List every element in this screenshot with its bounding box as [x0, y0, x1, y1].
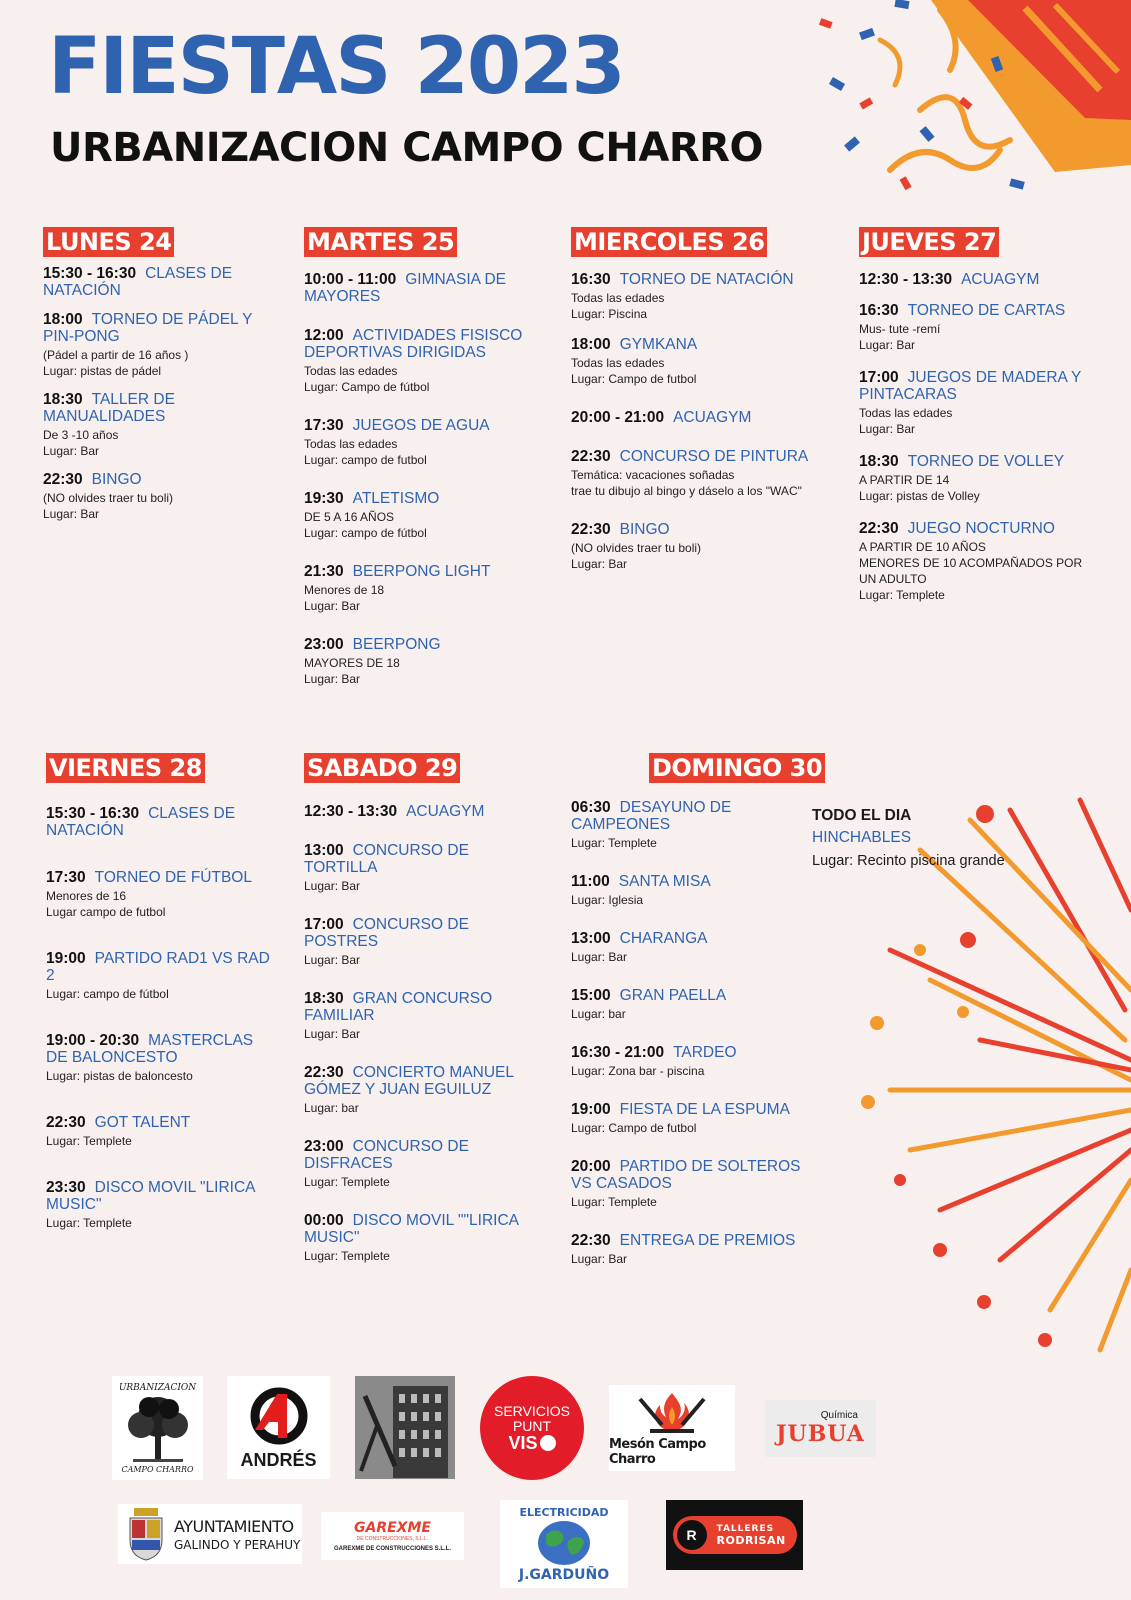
event-item [46, 1114, 271, 1149]
event-item [859, 302, 1094, 353]
event-time: 16:30 [859, 302, 899, 319]
event-name: GIMNASIA DE MAYORES [304, 271, 506, 305]
event-time: 18:30 [304, 990, 344, 1007]
event-name: TORNEO DE PÁDEL Y PIN-PONG [43, 311, 253, 345]
allday-block [812, 807, 1042, 869]
event-name: DESAYUNO DE CAMPEONES [571, 799, 732, 833]
event-detail: Todas las edades Lugar: campo de futbol [304, 437, 427, 467]
rodrisan-badge [673, 1516, 797, 1554]
event-item [46, 950, 271, 1002]
event-name: CLASES DE NATACIÓN [46, 805, 236, 839]
event-item [571, 336, 821, 387]
logo-electricidad-garduno [500, 1500, 628, 1588]
event-title-line [571, 521, 821, 538]
event-name: SANTA MISA [618, 873, 711, 890]
event-time: 17:00 [859, 369, 899, 386]
event-name: TALLER DE MANUALIDADES [43, 391, 175, 425]
event-time: 17:30 [46, 869, 86, 886]
event-name: GRAN PAELLA [619, 987, 727, 1004]
event-title-line [46, 869, 271, 886]
event-detail: De 3 -10 años Lugar: Bar [43, 428, 119, 458]
day-header: MARTES 25 [304, 227, 457, 257]
day-column [304, 227, 529, 687]
event-title-line [571, 1101, 801, 1118]
event-detail: Lugar: Campo de futbol [571, 1121, 697, 1135]
event-title-line [304, 990, 534, 1024]
event-item [571, 1101, 801, 1136]
event-time: 23:00 [304, 1138, 344, 1155]
event-time: 10:00 - 11:00 [304, 271, 397, 288]
event-time: 20:00 - 21:00 [571, 409, 665, 426]
event-detail: Menores de 18 Lugar: Bar [304, 583, 385, 613]
ayuntamiento-text: AYUNTAMIENTO [174, 1516, 294, 1536]
meson-logo-text: Mesón Campo Charro [609, 1437, 706, 1467]
event-name: ACUAGYM [961, 271, 1040, 288]
event-time: 18:00 [571, 336, 611, 353]
event-item [43, 265, 268, 299]
garexme-logo-text: GAREXME [354, 1520, 431, 1536]
event-title-line [43, 391, 268, 425]
event-time: 15:30 - 16:30 [46, 805, 140, 822]
day-header: MIERCOLES 26 [571, 227, 767, 257]
event-detail: Lugar: bar [571, 1007, 626, 1021]
event-time: 00:00 [304, 1212, 344, 1229]
event-title-line [571, 448, 821, 465]
event-time: 20:00 [571, 1158, 611, 1175]
event-title-line [304, 916, 534, 950]
event-name: TORNEO DE CARTAS [907, 302, 1066, 319]
event-item [304, 1138, 534, 1190]
event-time: 21:30 [304, 563, 344, 580]
event-detail: Todas las edades Lugar: Bar [859, 406, 953, 436]
event-time: 13:00 [304, 842, 344, 859]
event-name: PARTIDO RAD1 VS RAD 2 [46, 950, 270, 984]
event-time: 13:00 [571, 930, 611, 947]
event-item [859, 453, 1094, 504]
event-item [571, 1158, 801, 1210]
event-name: PARTIDO DE SOLTEROS VS CASADOS [571, 1158, 801, 1192]
logo-quimica-jubua [765, 1400, 876, 1457]
event-title-line [46, 805, 271, 839]
event-title-line [571, 1044, 801, 1061]
event-time: 16:30 [571, 271, 611, 288]
event-title-line [571, 271, 821, 288]
event-title-line [571, 873, 801, 890]
event-time: 18:00 [43, 311, 83, 328]
event-detail: Lugar: Iglesia [571, 893, 644, 907]
event-time: 23:00 [304, 636, 344, 653]
logo-talleres-rodrisan [666, 1500, 803, 1570]
event-item [304, 803, 534, 820]
event-detail: Lugar: Templete [46, 1134, 132, 1148]
event-item [46, 805, 271, 839]
event-item [46, 1032, 271, 1084]
event-item [43, 311, 268, 379]
event-item [304, 636, 529, 687]
talleres-text-block [717, 1524, 786, 1547]
event-time: 19:00 [571, 1101, 611, 1118]
event-detail: A PARTIR DE 14 Lugar: pistas de Volley [859, 473, 980, 503]
event-item [571, 930, 801, 965]
event-detail: Lugar: Zona bar - piscina [571, 1064, 705, 1078]
event-time: 22:30 [304, 1064, 344, 1081]
event-detail: (NO olvides traer tu boli) Lugar: Bar [43, 491, 174, 521]
event-time: 17:30 [304, 417, 344, 434]
logo-building [355, 1376, 455, 1479]
event-detail: Lugar: Bar [571, 950, 628, 964]
event-name: ACUAGYM [673, 409, 752, 426]
logo-ayuntamiento [118, 1504, 302, 1564]
event-name: ACUAGYM [406, 803, 485, 820]
day-header: LUNES 24 [43, 227, 174, 257]
event-title-line [304, 327, 529, 361]
event-title-line [304, 563, 529, 580]
event-item [571, 987, 801, 1022]
globe-icon [536, 1519, 592, 1567]
andres-logo-text: ANDRÉS [240, 1450, 317, 1470]
page-title: FIESTAS 2023 [48, 22, 624, 112]
event-name: DISCO MOVIL ""LIRICA MUSIC" [304, 1212, 519, 1246]
event-detail: Lugar: campo de fútbol [46, 987, 169, 1001]
urbanizacion-logo-top-text: URBANIZACION [118, 1382, 197, 1393]
event-name: GYMKANA [619, 336, 698, 353]
jubua-logo-text: JUBUA [776, 1421, 865, 1447]
logo-urbanizacion [112, 1376, 203, 1480]
event-title-line [43, 265, 268, 299]
event-name: CONCURSO DE TORTILLA [304, 842, 469, 876]
event-time: 19:00 - 20:30 [46, 1032, 140, 1049]
event-detail: Todas las edades Lugar: Campo de futbol [571, 356, 697, 386]
event-item [571, 1044, 801, 1079]
event-title-line [859, 271, 1094, 288]
event-title-line [571, 336, 821, 353]
day-header: SABADO 29 [304, 753, 460, 783]
event-time: 15:30 - 16:30 [43, 265, 137, 282]
event-item [43, 471, 268, 522]
event-time: 19:00 [46, 950, 86, 967]
servicios-logo-text: SERVICIOS [494, 1403, 570, 1419]
day-column [571, 227, 821, 572]
event-item [43, 391, 268, 459]
tree-icon [123, 1393, 193, 1465]
day-header: DOMINGO 30 [649, 753, 825, 783]
talleres-logo-text: TALLERES [716, 1523, 775, 1534]
allday-heading: TODO EL DIA [812, 807, 912, 824]
event-name: GRAN CONCURSO FAMILIAR [304, 990, 493, 1024]
event-detail: Lugar: Bar [571, 1252, 628, 1266]
event-time: 22:30 [859, 520, 899, 537]
event-detail: (Pádel a partir de 16 años ) Lugar: pistas de pádel [43, 348, 189, 378]
event-detail: MAYORES DE 18 Lugar: Bar [304, 656, 400, 686]
event-time: 22:30 [571, 448, 611, 465]
garexme-sub2-text: GAREXME DE CONSTRUCCIONES S.L.L. [333, 1546, 451, 1552]
event-time: 06:30 [571, 799, 611, 816]
urbanizacion-logo-bottom-text: CAMPO CHARRO [121, 1464, 194, 1474]
event-time: 22:30 [571, 521, 611, 538]
event-name: CONCIERTO MANUEL GÓMEZ Y JUAN EGUILUZ [304, 1064, 514, 1098]
rodrisan-mark-icon [677, 1520, 707, 1550]
event-name: BEERPONG [352, 636, 441, 653]
vis-logo-text: VIS [508, 1433, 538, 1453]
coat-of-arms-icon [126, 1506, 166, 1562]
event-time: 16:30 - 21:00 [571, 1044, 665, 1061]
event-title-line [571, 799, 801, 833]
flame-grill-icon [632, 1389, 712, 1435]
event-time: 19:30 [304, 490, 344, 507]
day-column [571, 753, 823, 1267]
logo-garexme [321, 1512, 464, 1560]
day-column [46, 753, 271, 1231]
fireworks-decoration [850, 790, 1131, 1390]
event-title-line [46, 950, 271, 984]
andres-logo-icon [247, 1384, 311, 1448]
event-item [571, 409, 821, 426]
event-item [304, 327, 529, 395]
event-title-line [571, 1158, 801, 1192]
event-detail: Todas las edades Lugar: Piscina [571, 291, 665, 321]
event-detail: Todas las edades Lugar: Campo de fútbol [304, 364, 430, 394]
garexme-sub-text: DE CONSTRUCCIONES, S.L.L. [356, 1536, 429, 1542]
event-item [571, 799, 801, 851]
event-detail: Lugar: Templete [571, 836, 657, 850]
event-name: CLASES DE NATACIÓN [43, 265, 233, 299]
event-time: 23:30 [46, 1179, 86, 1196]
event-name: CONCURSO DE PINTURA [619, 448, 809, 465]
event-title-line [304, 1212, 534, 1246]
event-item [859, 271, 1094, 288]
event-detail: Mus- tute -remí Lugar: Bar [859, 322, 941, 352]
event-name: JUEGO NOCTURNO [907, 520, 1055, 537]
event-title-line [43, 311, 268, 345]
day-column [43, 227, 268, 522]
event-time: 15:00 [571, 987, 611, 1004]
jubua-small-text: Química [820, 1410, 858, 1421]
event-name: BINGO [91, 471, 142, 488]
event-item [304, 563, 529, 614]
event-item [571, 1232, 801, 1267]
rodrisan-logo-text: RODRISAN [716, 1533, 786, 1547]
event-time: 18:30 [43, 391, 83, 408]
event-title-line [571, 1232, 801, 1249]
event-detail: Lugar: Templete [46, 1216, 132, 1230]
allday-event-detail: Lugar: Recinto piscina grande [812, 853, 1005, 869]
event-item [304, 916, 534, 968]
event-detail: (NO olvides traer tu boli) Lugar: Bar [571, 541, 702, 571]
event-item [859, 520, 1094, 603]
building-icon [355, 1376, 455, 1479]
event-detail: Lugar: Bar [304, 879, 361, 893]
event-item [46, 869, 271, 920]
logo-servicios-puntvis [480, 1376, 584, 1480]
event-name: ACTIVIDADES FISISCO DEPORTIVAS DIRIGIDAS [304, 327, 523, 361]
event-title-line [304, 417, 529, 434]
event-detail: Lugar: Templete [304, 1175, 390, 1189]
event-title-line [304, 1138, 534, 1172]
event-time: 18:30 [859, 453, 899, 470]
ayuntamiento-text-block [174, 1517, 300, 1552]
day-header: VIERNES 28 [46, 753, 205, 783]
event-time: 17:00 [304, 916, 344, 933]
event-name: BEERPONG LIGHT [352, 563, 491, 580]
event-title-line [859, 369, 1094, 403]
event-title-line [571, 409, 821, 426]
event-name: MASTERCLAS DE BALONCESTO [46, 1032, 254, 1066]
event-item [46, 1179, 271, 1231]
event-title-line [571, 987, 801, 1004]
event-item [571, 521, 821, 572]
event-title-line [571, 930, 801, 947]
event-item [571, 873, 801, 908]
event-time: 12:30 - 13:30 [304, 803, 398, 820]
event-item [571, 448, 821, 499]
event-detail: Lugar: pistas de baloncesto [46, 1069, 193, 1083]
event-title-line [43, 471, 268, 488]
event-item [304, 417, 529, 468]
event-title-line [304, 271, 529, 305]
event-title-line [46, 1032, 271, 1066]
event-name: CHARANGA [619, 930, 708, 947]
day-column [304, 753, 534, 1264]
event-title-line [304, 803, 534, 820]
event-time: 22:30 [571, 1232, 611, 1249]
event-title-line [304, 490, 529, 507]
event-name: FIESTA DE LA ESPUMA [619, 1101, 790, 1118]
event-title-line [304, 1064, 534, 1098]
event-name: JUEGOS DE MADERA Y PINTACARAS [859, 369, 1082, 403]
event-title-line [304, 842, 534, 876]
page-subtitle: URBANIZACION CAMPO CHARRO [50, 125, 763, 171]
event-item [859, 369, 1094, 437]
event-name: TORNEO DE VOLLEY [907, 453, 1065, 470]
event-title-line [46, 1179, 271, 1213]
event-name: CONCURSO DE POSTRES [304, 916, 469, 950]
party-popper-decoration [800, 0, 1131, 230]
event-title-line [46, 1114, 271, 1131]
electricidad-logo-text: ELECTRICIDAD [519, 1505, 609, 1519]
event-title-line [304, 636, 529, 653]
event-detail: Temática: vacaciones soñadas trae tu dibujo al bingo y dáselo a los "WAC" [571, 468, 802, 498]
event-detail: Lugar: Templete [571, 1195, 657, 1209]
dot-icon [540, 1435, 556, 1451]
event-detail: Lugar: Bar [304, 953, 361, 967]
punt-logo-text: PUNT [512, 1418, 552, 1434]
event-name: DISCO MOVIL "LIRICA MUSIC" [46, 1179, 255, 1213]
event-time: 12:30 - 13:30 [859, 271, 953, 288]
event-item [304, 271, 529, 305]
rodrisan-mark-text: R [686, 1527, 697, 1543]
day-header: JUEVES 27 [859, 227, 999, 257]
event-detail: Lugar: bar [304, 1101, 359, 1115]
event-detail: DE 5 A 16 AÑOS Lugar: campo de fútbol [304, 510, 427, 540]
event-time: 22:30 [43, 471, 83, 488]
logo-andres [227, 1376, 330, 1479]
logo-meson-campo-charro [609, 1385, 735, 1471]
allday-event-name: HINCHABLES [812, 829, 912, 846]
event-name: TORNEO DE FÚTBOL [94, 869, 252, 886]
vis-logo-row [508, 1434, 555, 1452]
ayuntamiento-subtext: GALINDO Y PERAHUY [174, 1537, 301, 1552]
event-item [304, 490, 529, 541]
event-name: CONCURSO DE DISFRACES [304, 1138, 469, 1172]
event-detail: A PARTIR DE 10 AÑOS MENORES DE 10 ACOMPAÑADOS POR UN ADULTO Lugar: Templete [859, 540, 1083, 602]
event-time: 12:00 [304, 327, 344, 344]
event-name: TARDEO [673, 1044, 737, 1061]
event-item [304, 1212, 534, 1264]
event-item [304, 990, 534, 1042]
event-name: JUEGOS DE AGUA [352, 417, 490, 434]
event-time: 11:00 [571, 873, 610, 890]
event-detail: Lugar: Templete [304, 1249, 390, 1263]
event-detail: Menores de 16 Lugar campo de futbol [46, 889, 166, 919]
event-title-line [859, 520, 1094, 537]
event-detail: Lugar: Bar [304, 1027, 361, 1041]
event-name: ATLETISMO [352, 490, 440, 507]
event-name: TORNEO DE NATACIÓN [619, 271, 794, 288]
event-item [304, 1064, 534, 1116]
event-name: GOT TALENT [94, 1114, 191, 1131]
event-item [571, 271, 821, 322]
garduno-logo-text: J.GARDUÑO [518, 1566, 610, 1583]
event-time: 22:30 [46, 1114, 86, 1131]
event-name: ENTREGA DE PREMIOS [619, 1232, 796, 1249]
event-title-line [859, 302, 1094, 319]
day-column [859, 227, 1094, 603]
event-item [304, 842, 534, 894]
event-name: BINGO [619, 521, 670, 538]
event-title-line [859, 453, 1094, 470]
